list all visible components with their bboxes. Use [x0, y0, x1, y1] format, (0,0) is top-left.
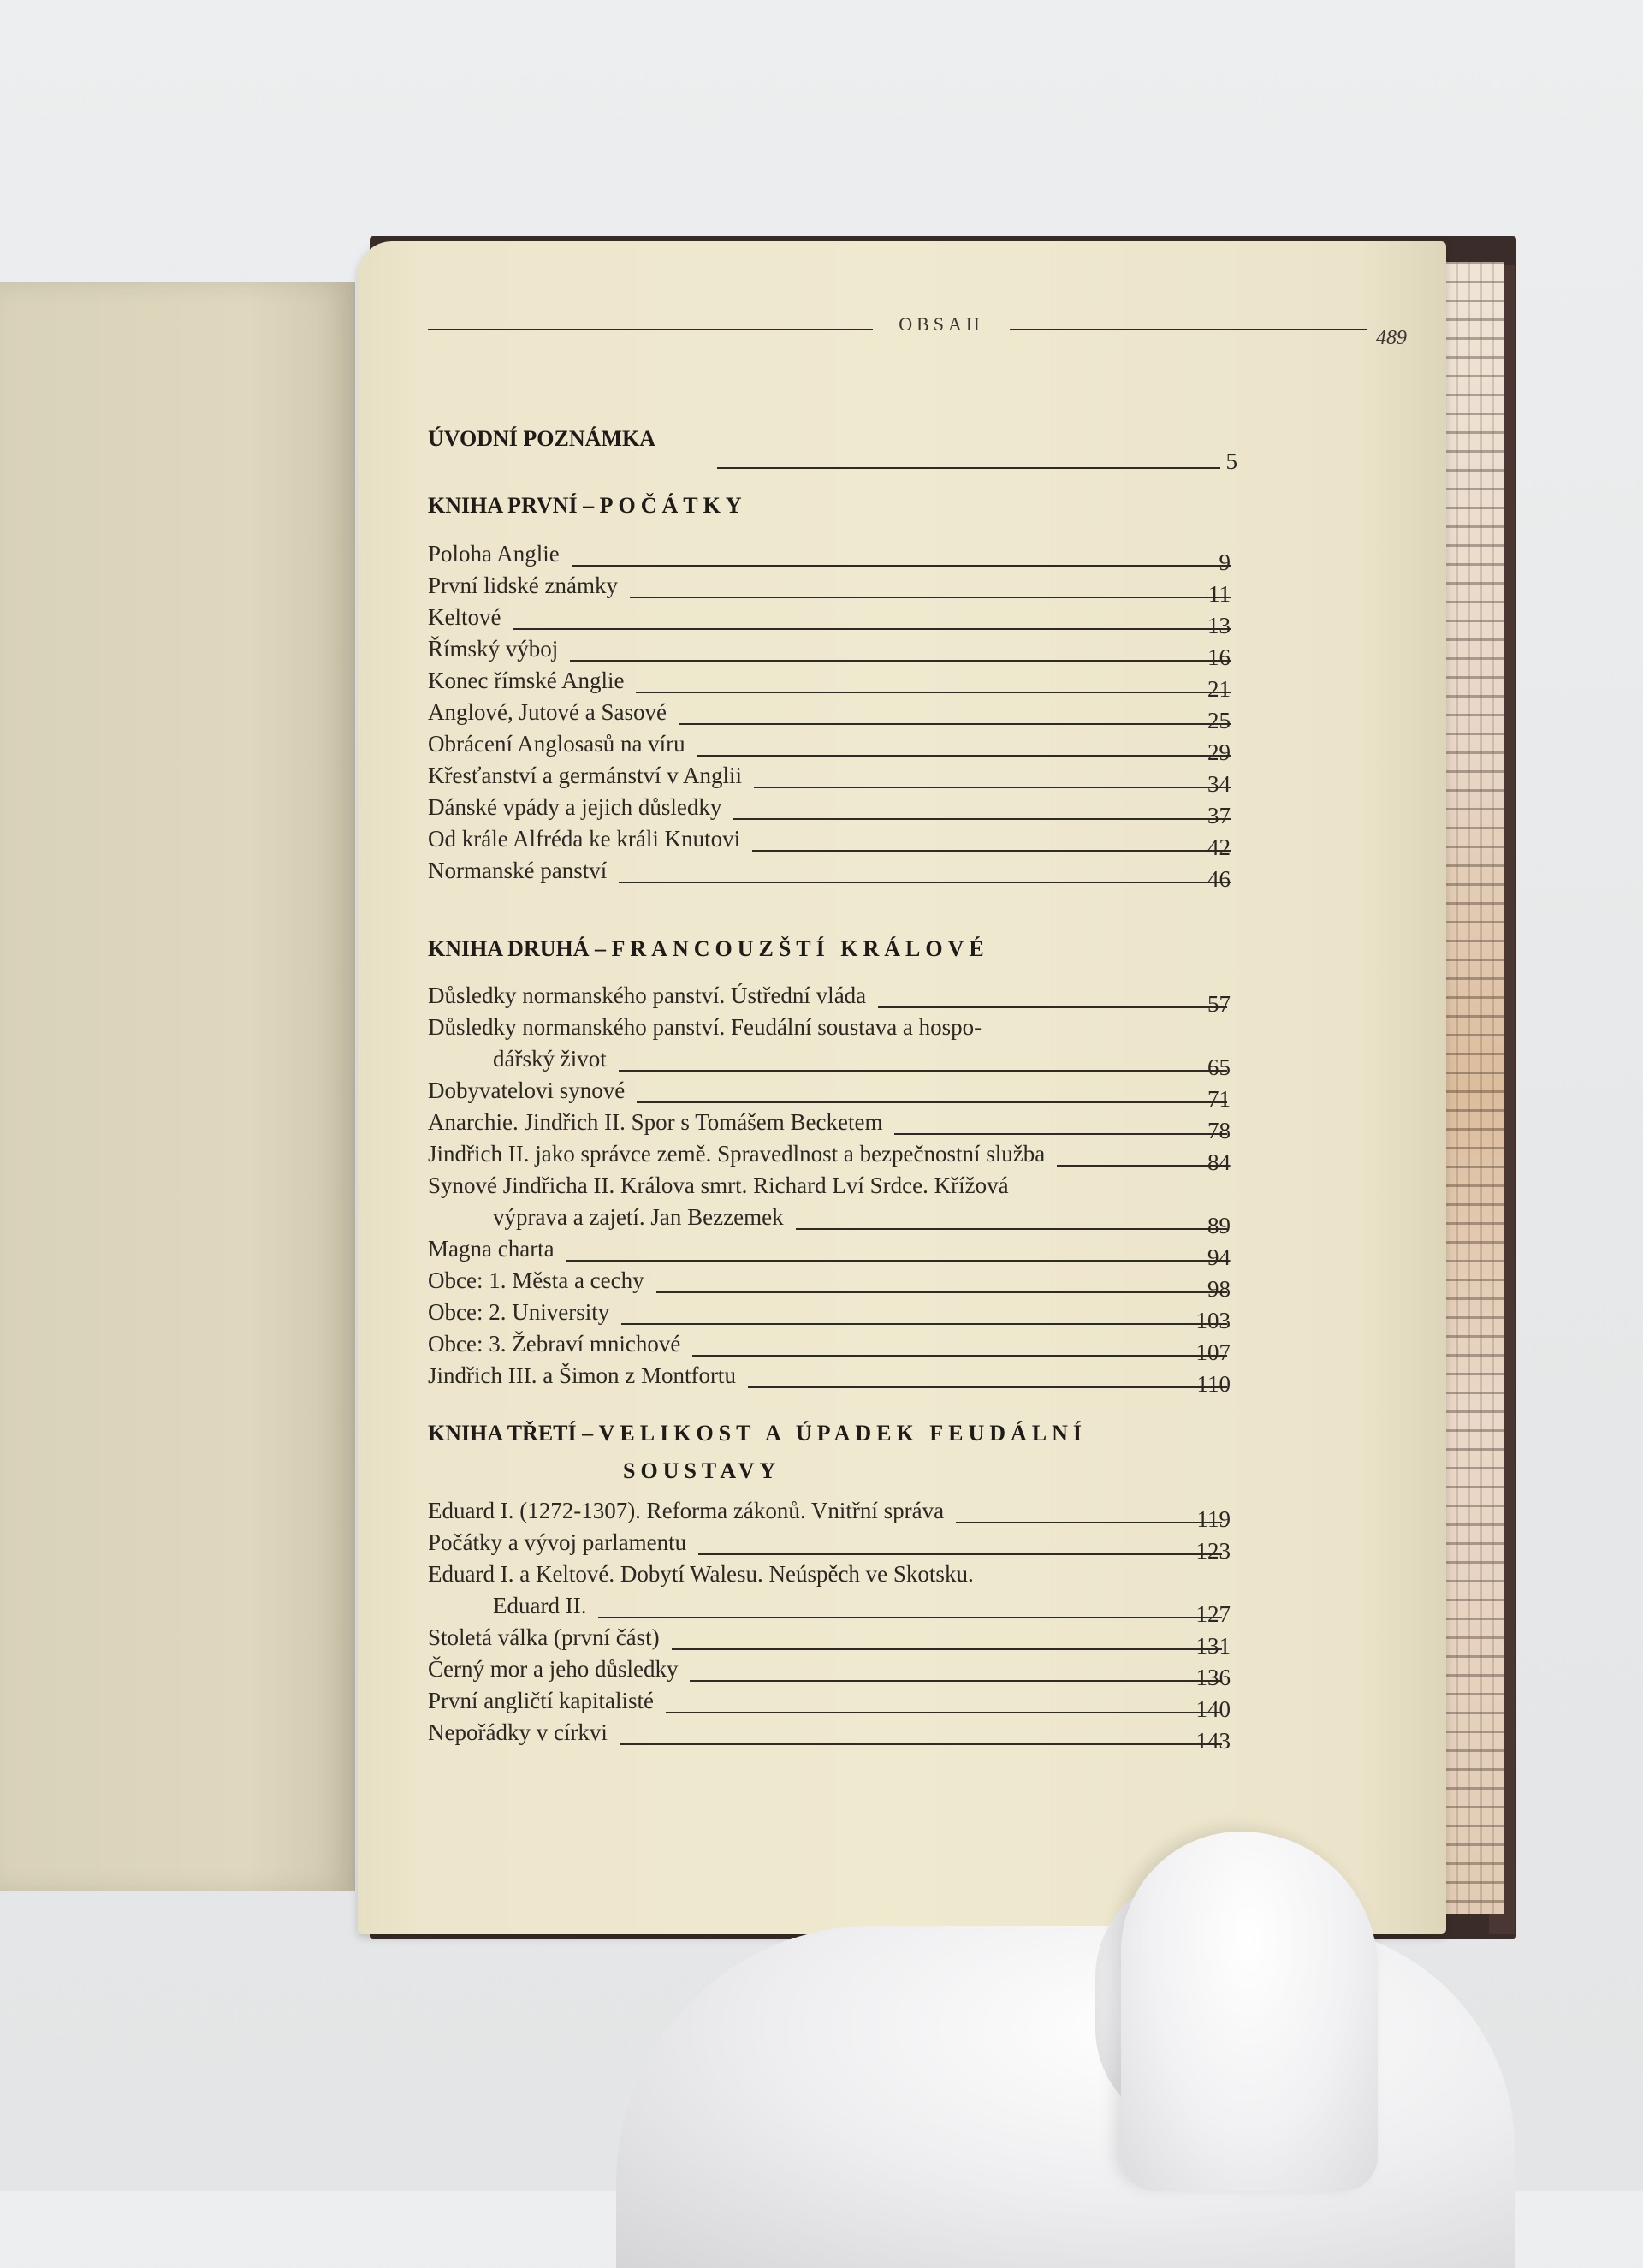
toc-entry-title: Stoletá válka (první část)	[428, 1624, 660, 1650]
toc-entry-page: 89	[1207, 1213, 1231, 1238]
toc-entry-page: 16	[1207, 644, 1231, 670]
toc-entry-page: 21	[1207, 676, 1231, 702]
intro-title: ÚVODNÍ POZNÁMKA	[428, 426, 655, 451]
toc-entry-title: Důsledky normanského panství. Ústřední vláda	[428, 983, 867, 1008]
book1-subtitle: POČÁTKY	[599, 493, 747, 518]
book1-heading	[428, 493, 747, 519]
toc-entry-title: Konec římské Anglie	[428, 668, 625, 693]
toc-entry-page: 123	[1195, 1538, 1231, 1564]
book3-subtitle-continued: SOUSTAVY	[623, 1458, 781, 1483]
toc-entry-title: Jindřich III. a Šimon z Montfortu	[428, 1363, 736, 1388]
toc-entry-page: 42	[1207, 834, 1231, 860]
toc-entry-title: Obrácení Anglosasů na víru	[428, 731, 685, 757]
toc-entry-page: 107	[1195, 1339, 1231, 1365]
toc-leader-line	[637, 1101, 1227, 1103]
toc-entry-page: 119	[1196, 1506, 1231, 1532]
toc-entry-title: Jindřich II. jako správce země. Spravedlnost a bezpečnostní služba	[428, 1141, 1046, 1167]
toc-entry-page: 46	[1207, 866, 1231, 892]
toc-entry-page: 136	[1195, 1665, 1231, 1690]
toc-entry-page: 9	[1219, 549, 1231, 575]
book2-prefix: KNIHA DRUHÁ –	[428, 936, 607, 961]
toc-entry-title: Od krále Alfréda ke králi Knutovi	[428, 826, 741, 852]
toc-entry-page: 37	[1207, 803, 1231, 828]
toc-leader-line	[672, 1648, 1222, 1650]
toc-leader-line	[630, 597, 1231, 598]
toc-entry-page: 13	[1207, 613, 1231, 638]
toc-entry-title: Magna charta	[428, 1236, 555, 1262]
toc-entry-title: Dánské vpády a jejich důsledky	[428, 794, 722, 820]
toc-entry-title: První lidské známky	[428, 573, 618, 598]
toc-entry-page: 143	[1195, 1728, 1231, 1754]
contents-page	[358, 241, 1446, 1934]
toc-entry-continuation: výprava a zajetí. Jan Bezzemek	[493, 1204, 784, 1230]
header-rule-right	[1010, 329, 1367, 330]
intro-page: 5	[1225, 448, 1237, 474]
toc-leader-line	[698, 1553, 1222, 1555]
page-number: 489	[1376, 327, 1407, 349]
book3-prefix: KNIHA TŘETÍ –	[428, 1421, 594, 1446]
toc-entry-title: Anglové, Jutové a Sasové	[428, 699, 667, 725]
toc-entry-page: 34	[1207, 771, 1231, 797]
book3-subtitle: VELIKOST A ÚPADEK FEUDÁLNÍ	[598, 1421, 1088, 1446]
toc-entry-page: 71	[1207, 1086, 1231, 1112]
toc-entry-page: 29	[1207, 739, 1231, 765]
toc-entry-page: 131	[1195, 1633, 1231, 1659]
toc-entry-title: Počátky a vývoj parlamentu	[428, 1529, 687, 1555]
toc-entry-page: 25	[1207, 708, 1231, 733]
toc-entry-page: 78	[1207, 1118, 1231, 1143]
toc-entry-page: 103	[1195, 1308, 1231, 1333]
toc-leader-line	[619, 882, 1231, 883]
toc-entry-title: Normanské panství	[428, 858, 608, 883]
toc-entry-page: 57	[1207, 991, 1231, 1017]
toc-entry-title: První angličtí kapitalisté	[428, 1688, 654, 1713]
toc-entry-page: 84	[1207, 1149, 1231, 1175]
running-head-title: OBSAH	[899, 313, 984, 335]
toc-entry-page: 11	[1208, 581, 1231, 607]
toc-entry-continuation: dářský život	[493, 1046, 607, 1072]
toc-leader-line	[598, 1617, 1222, 1618]
toc-leader-line	[679, 723, 1231, 725]
intro-leader	[717, 467, 1220, 469]
toc-leader-line	[570, 660, 1231, 662]
book3-heading	[428, 1421, 1087, 1446]
toc-entry-title: Obce: 2. University	[428, 1299, 610, 1325]
book2-subtitle: FRANCOUZŠTÍ KRÁLOVÉ	[611, 936, 989, 961]
book1-prefix: KNIHA PRVNÍ –	[428, 493, 595, 518]
toc-entry-title: Důsledky normanského panství. Feudální soustava a hospo-	[428, 1014, 982, 1040]
toc-leader-line	[697, 755, 1231, 757]
toc-entry-page: 140	[1195, 1696, 1231, 1722]
toc-leader-line	[656, 1291, 1227, 1293]
toc-entry-title: Eduard I. (1272-1307). Reforma zákonů. Vnitřní správa	[428, 1498, 945, 1523]
toc-leader-line	[566, 1260, 1227, 1262]
toc-entry-title: Římský výboj	[428, 636, 559, 662]
toc-leader-line	[620, 1743, 1222, 1745]
toc-entry-page: 127	[1195, 1601, 1231, 1627]
header-rule-left	[428, 329, 873, 330]
gloved-hand	[616, 1926, 1515, 2268]
toc-leader-line	[513, 628, 1231, 630]
toc-leader-line	[621, 1323, 1227, 1325]
toc-entry-page: 94	[1207, 1244, 1231, 1270]
intro-heading	[428, 426, 655, 452]
toc-leader-line	[692, 1355, 1227, 1357]
toc-entry-page: 98	[1207, 1276, 1231, 1302]
toc-leader-line	[690, 1680, 1222, 1682]
left-book-page	[0, 282, 355, 1891]
toc-entry-continuation: Eduard II.	[493, 1593, 587, 1618]
toc-leader-line	[636, 692, 1231, 693]
toc-leader-line	[572, 565, 1231, 567]
toc-leader-line	[619, 1070, 1227, 1072]
running-head	[428, 312, 1407, 349]
toc-entry-title: Nepořádky v církvi	[428, 1719, 608, 1745]
toc-entry-title: Obce: 1. Města a cechy	[428, 1268, 644, 1293]
book2-heading	[428, 936, 989, 962]
toc-entry-title: Křesťanství a germánství v Anglii	[428, 763, 742, 788]
toc-entry-title: Černý mor a jeho důsledky	[428, 1656, 679, 1682]
toc-entry-page: 110	[1196, 1371, 1231, 1397]
toc-entry-title: Synové Jindřicha II. Králova smrt. Richard Lví Srdce. Křížová	[428, 1173, 1009, 1198]
toc-entry-title: Dobyvatelovi synové	[428, 1078, 626, 1103]
toc-entry-title: Poloha Anglie	[428, 541, 560, 567]
toc-entry-title: Eduard I. a Keltové. Dobytí Walesu. Neúspěch ve Skotsku.	[428, 1561, 974, 1587]
toc-entry-title: Obce: 3. Žebraví mnichové	[428, 1331, 681, 1357]
toc-entry-page: 65	[1207, 1054, 1231, 1080]
glove-thumb	[1121, 1832, 1378, 2191]
toc-leader-line	[666, 1712, 1222, 1713]
illustrated-endpaper	[1444, 262, 1504, 1914]
toc-entry-title: Keltové	[428, 604, 501, 630]
toc-entry-title: Anarchie. Jindřich II. Spor s Tomášem Becketem	[428, 1109, 883, 1135]
